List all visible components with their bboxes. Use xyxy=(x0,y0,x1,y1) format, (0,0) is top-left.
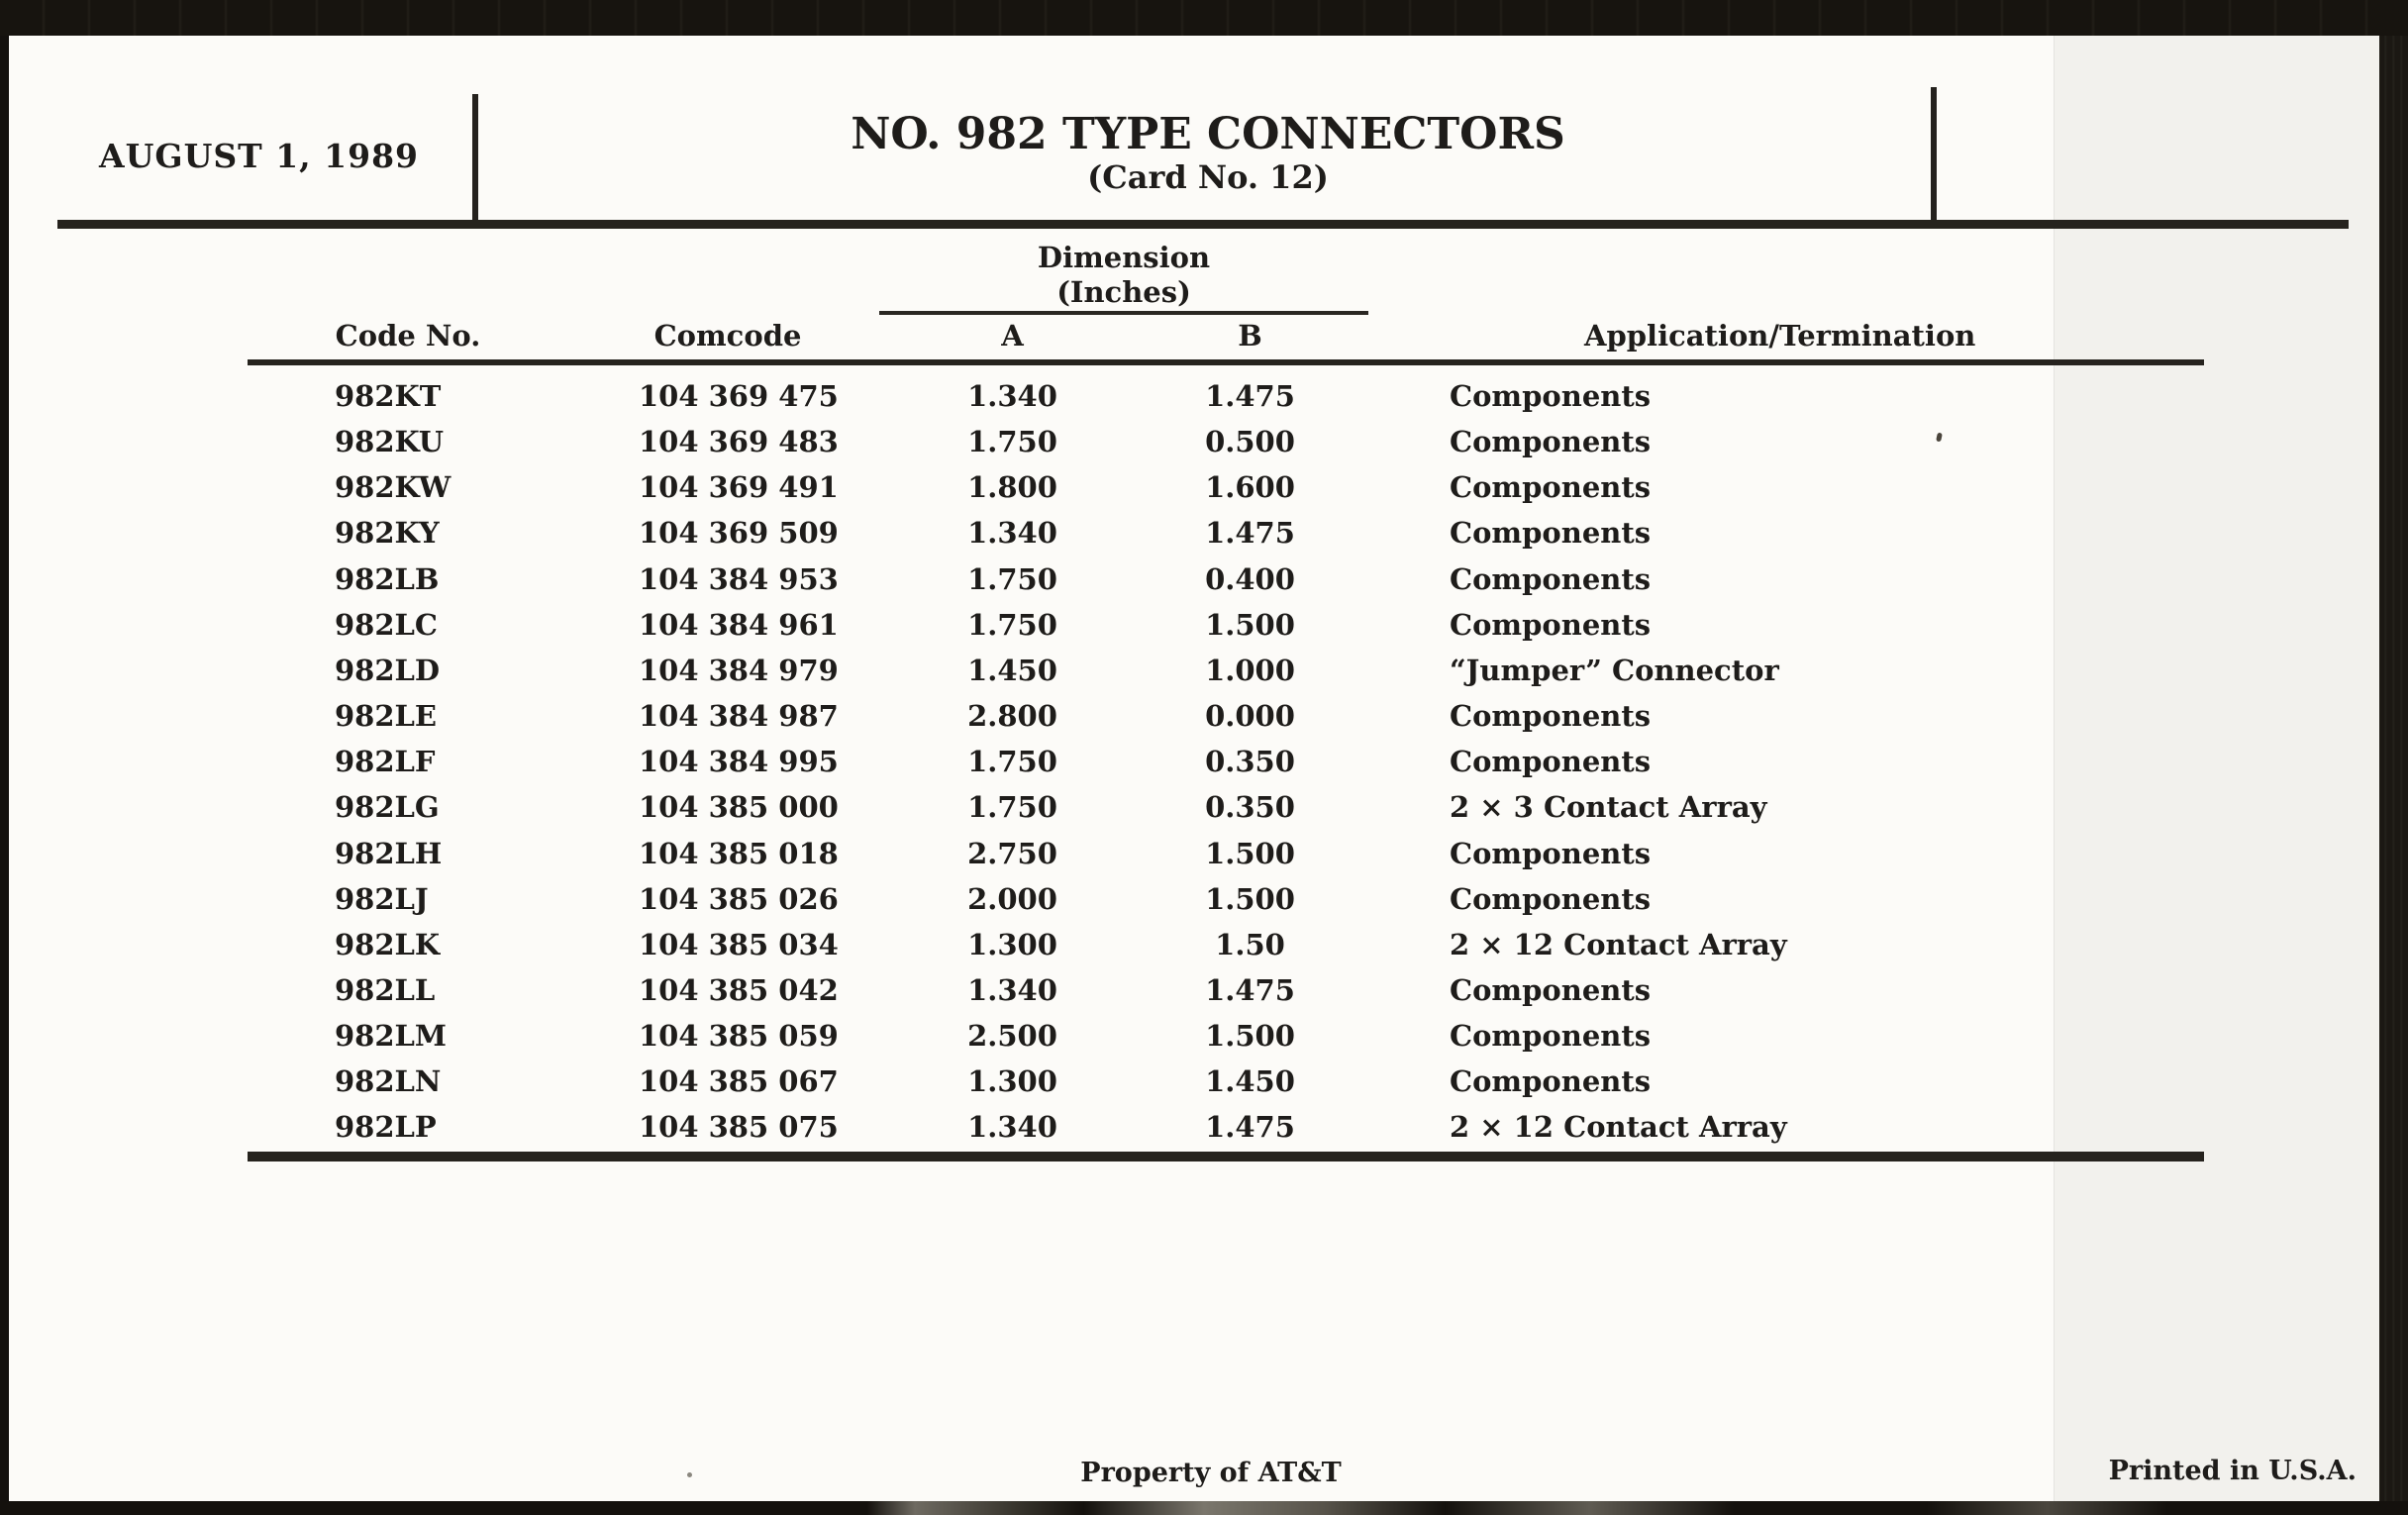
cell-application: Components xyxy=(1450,1064,1652,1099)
cell-dim-b: 1.500 xyxy=(1205,607,1295,642)
column-header-code-no: Code No. xyxy=(335,319,481,353)
cell-comcode: 104 369 509 xyxy=(639,516,839,551)
cell-application: Components xyxy=(1450,1019,1652,1054)
cell-dim-a: 2.500 xyxy=(967,1019,1057,1054)
cell-dim-b: 0.000 xyxy=(1205,699,1295,734)
cell-application: Components xyxy=(1450,379,1652,413)
cell-application: Components xyxy=(1450,425,1652,459)
cell-application: 2 × 12 Contact Array xyxy=(1450,1110,1787,1145)
cell-application: “Jumper” Connector xyxy=(1450,653,1779,687)
card-number: (Card No. 12) xyxy=(1087,158,1329,196)
cell-comcode: 104 369 475 xyxy=(639,379,839,413)
cell-code-no: 982LF xyxy=(335,745,436,779)
column-header-comcode: Comcode xyxy=(653,319,802,353)
cell-comcode: 104 385 075 xyxy=(639,1110,839,1145)
cell-dim-a: 2.000 xyxy=(967,881,1057,916)
cell-application: 2 × 3 Contact Array xyxy=(1450,790,1767,825)
cell-dim-b: 1.475 xyxy=(1205,516,1295,551)
cell-comcode: 104 384 979 xyxy=(639,653,839,687)
dimension-group-label: Dimension xyxy=(1037,241,1211,274)
cell-dim-a: 1.300 xyxy=(967,1064,1057,1099)
cell-comcode: 104 384 995 xyxy=(639,745,839,779)
cell-application: Components xyxy=(1450,561,1652,596)
cell-comcode: 104 369 483 xyxy=(639,425,839,459)
table-row xyxy=(0,419,2408,464)
cell-dim-b: 1.50 xyxy=(1215,927,1285,961)
cell-code-no: 982LJ xyxy=(335,881,429,916)
cell-dim-b: 1.475 xyxy=(1205,379,1295,413)
cell-dim-a: 1.340 xyxy=(967,1110,1057,1145)
cell-code-no: 982LD xyxy=(335,653,441,687)
cell-dim-a: 1.300 xyxy=(967,927,1057,961)
table-row xyxy=(0,556,2408,602)
table-row xyxy=(0,1059,2408,1104)
column-header-dim-a: A xyxy=(1001,319,1024,353)
cell-application: Components xyxy=(1450,516,1652,551)
table-row xyxy=(0,464,2408,510)
table-row xyxy=(0,510,2408,556)
printed-notice: Printed in U.S.A. xyxy=(2108,1456,2357,1486)
cell-code-no: 982KY xyxy=(335,516,440,551)
table-row xyxy=(0,876,2408,922)
table-row xyxy=(0,1104,2408,1150)
cell-code-no: 982LB xyxy=(335,561,440,596)
cell-dim-a: 1.750 xyxy=(967,745,1057,779)
cell-application: Components xyxy=(1450,607,1652,642)
masthead-rule xyxy=(57,220,2349,229)
cell-application: Components xyxy=(1450,972,1652,1007)
cell-comcode: 104 385 000 xyxy=(639,790,839,825)
cell-comcode: 104 385 034 xyxy=(639,927,839,961)
cell-dim-b: 0.500 xyxy=(1205,425,1295,459)
cell-dim-a: 1.750 xyxy=(967,790,1057,825)
table-row xyxy=(0,831,2408,876)
table-row xyxy=(0,373,2408,419)
cell-code-no: 982LE xyxy=(335,699,438,734)
cell-dim-b: 1.500 xyxy=(1205,836,1295,870)
masthead-divider-left xyxy=(472,94,478,224)
cell-dim-a: 1.800 xyxy=(967,470,1057,505)
cell-dim-a: 1.450 xyxy=(967,653,1057,687)
dimension-group-rule xyxy=(879,311,1368,315)
cell-application: Components xyxy=(1450,745,1652,779)
cell-dim-b: 1.600 xyxy=(1205,470,1295,505)
cell-dim-a: 2.800 xyxy=(967,699,1057,734)
table-row xyxy=(0,739,2408,784)
cell-comcode: 104 369 491 xyxy=(639,470,839,505)
cell-code-no: 982LH xyxy=(335,836,443,870)
cell-dim-b: 1.450 xyxy=(1205,1064,1295,1099)
scan-speck xyxy=(687,1472,692,1477)
scan-edge-top xyxy=(0,0,2408,36)
cell-dim-a: 1.750 xyxy=(967,607,1057,642)
date-label: AUGUST 1, 1989 xyxy=(99,137,420,175)
dimension-units-label: (Inches) xyxy=(1056,275,1191,309)
cell-dim-a: 2.750 xyxy=(967,836,1057,870)
cell-code-no: 982LN xyxy=(335,1064,442,1099)
cell-comcode: 104 385 067 xyxy=(639,1064,839,1099)
table-row xyxy=(0,922,2408,967)
cell-code-no: 982KU xyxy=(335,425,444,459)
table-row xyxy=(0,784,2408,830)
cell-application: Components xyxy=(1450,881,1652,916)
table-row xyxy=(0,1013,2408,1059)
cell-dim-a: 1.340 xyxy=(967,972,1057,1007)
cell-dim-a: 1.340 xyxy=(967,379,1057,413)
cell-comcode: 104 384 987 xyxy=(639,699,839,734)
cell-comcode: 104 385 042 xyxy=(639,972,839,1007)
cell-application: Components xyxy=(1450,470,1652,505)
table-row xyxy=(0,967,2408,1013)
cell-dim-b: 1.000 xyxy=(1205,653,1295,687)
column-header-application: Application/Termination xyxy=(1584,319,1976,353)
column-header-dim-b: B xyxy=(1238,319,1262,353)
cell-code-no: 982LP xyxy=(335,1110,437,1145)
cell-dim-a: 1.340 xyxy=(967,516,1057,551)
cell-application: 2 × 12 Contact Array xyxy=(1450,927,1787,961)
cell-code-no: 982LC xyxy=(335,607,439,642)
cell-code-no: 982LM xyxy=(335,1019,448,1054)
property-notice: Property of AT&T xyxy=(1080,1458,1342,1488)
cell-dim-b: 0.400 xyxy=(1205,561,1295,596)
table-row xyxy=(0,602,2408,648)
cell-application: Components xyxy=(1450,699,1652,734)
cell-comcode: 104 385 059 xyxy=(639,1019,839,1054)
cell-comcode: 104 385 018 xyxy=(639,836,839,870)
cell-dim-a: 1.750 xyxy=(967,425,1057,459)
table-bottom-rule xyxy=(248,1152,2204,1162)
cell-code-no: 982LL xyxy=(335,972,436,1007)
table-row xyxy=(0,648,2408,693)
scan-edge-bottom xyxy=(0,1501,2408,1515)
cell-dim-b: 1.500 xyxy=(1205,881,1295,916)
cell-comcode: 104 384 953 xyxy=(639,561,839,596)
cell-dim-b: 0.350 xyxy=(1205,745,1295,779)
cell-dim-b: 1.475 xyxy=(1205,972,1295,1007)
cell-dim-a: 1.750 xyxy=(967,561,1057,596)
cell-dim-b: 1.475 xyxy=(1205,1110,1295,1145)
cell-comcode: 104 385 026 xyxy=(639,881,839,916)
table-row xyxy=(0,693,2408,739)
page-title: NO. 982 TYPE CONNECTORS xyxy=(851,109,1565,159)
cell-code-no: 982LG xyxy=(335,790,440,825)
cell-dim-b: 0.350 xyxy=(1205,790,1295,825)
cell-code-no: 982KT xyxy=(335,379,442,413)
cell-dim-b: 1.500 xyxy=(1205,1019,1295,1054)
cell-application: Components xyxy=(1450,836,1652,870)
cell-code-no: 982KW xyxy=(335,470,452,505)
table-header-rule xyxy=(248,359,2204,365)
cell-comcode: 104 384 961 xyxy=(639,607,839,642)
cell-code-no: 982LK xyxy=(335,927,441,961)
